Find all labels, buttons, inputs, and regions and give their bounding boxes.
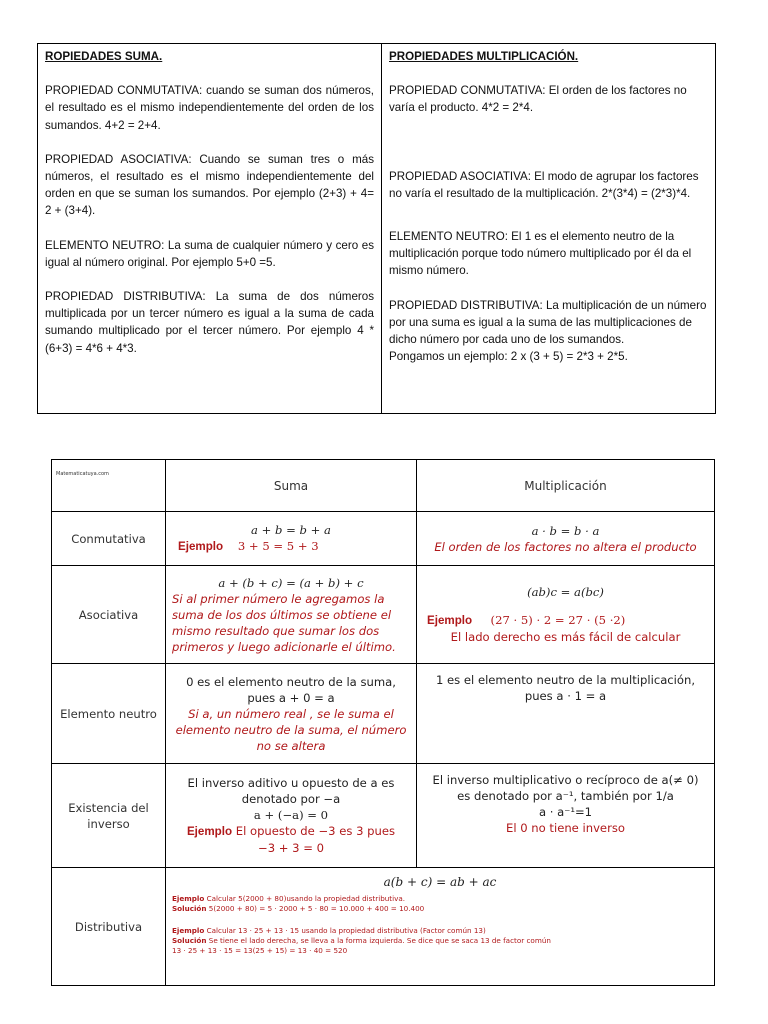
ejemplo-value: (27 · 5) · 2 = 27 · (5 ·2) [490, 613, 626, 627]
inverso-suma-text: El inverso aditivo u opuesto de a es denotado por −a [187, 776, 395, 806]
ejemplo-label: Ejemplo [178, 540, 224, 553]
distributiva-label: Distributiva [52, 868, 166, 986]
conmutativa-label: Conmutativa [52, 512, 166, 566]
distributiva-solution-2-result: 13 · 25 + 13 · 15 = 13(25 + 15) = 13 · 40 = 520 [172, 946, 348, 955]
inverso-label: Existencia del inverso [52, 764, 166, 868]
mult-neutro-paragraph: ELEMENTO NEUTRO: El 1 es el elemento neutro de la multiplicación porque todo número multiplicado por él da el mismo número. [389, 230, 692, 278]
ejemplo-value: 3 + 5 = 5 + 3 [237, 539, 319, 553]
conmutativa-mult-formula: a · b = b · a [531, 523, 600, 538]
neutro-mult-text: 1 es el elemento neutro de la multiplicación, [435, 673, 696, 687]
suma-column [38, 44, 382, 413]
conmutativa-row [52, 512, 715, 566]
distributiva-solution-1 [172, 904, 708, 914]
neutro-suma-text2: pues a + 0 = a [247, 690, 335, 705]
ejemplo-value: El opuesto de −3 es 3 pues [235, 824, 396, 838]
ejemplo-text: Calcular 5(2000 + 80)usando la propiedad distributiva. [206, 894, 406, 903]
properties-text-table [37, 43, 716, 414]
solucion-label: Solución [172, 904, 207, 913]
asociativa-suma-note: Si al primer número le agregamos la suma de los dos últimos se obtiene el mismo resultado que sumar los dos primeros y luego adicionarle el último. [172, 591, 396, 654]
inverso-mult-cell [417, 764, 715, 868]
asociativa-suma-cell [166, 566, 417, 664]
suma-neutro-paragraph: ELEMENTO NEUTRO: La suma de cualquier número y cero es igual al número original. Por ejemplo 5+0 =5. [45, 238, 374, 269]
distributiva-formula: a(b + c) = ab + ac [383, 875, 497, 889]
inverso-row [52, 764, 715, 868]
suma-heading: ROPIEDADES SUMA. [45, 50, 163, 63]
suma-column-header: Suma [166, 460, 417, 512]
neutro-mult-cell [417, 664, 715, 764]
solucion-text: Se tiene el lado derecha, se lleva a la forma izquierda. Se dice que se saca 13 de factor común [208, 936, 551, 945]
mult-distributiva-example: Pongamos un ejemplo: 2 x (3 + 5) = 2*3 + 2*5. [389, 350, 628, 364]
neutro-suma-cell [166, 664, 417, 764]
neutro-row [52, 664, 715, 764]
suma-conmutativa-paragraph: PROPIEDAD CONMUTATIVA: cuando se suman dos números, el resultado es el mismo independientemente del orden de los sumandos. 4+2 = 2+4. [45, 84, 374, 132]
distributiva-example-1 [172, 894, 708, 904]
inverso-suma-example2: −3 + 3 = 0 [257, 841, 324, 855]
table-header-row [52, 460, 715, 512]
asociativa-mult-note: El lado derecho es más fácil de calcular [450, 630, 681, 644]
suma-asociativa-paragraph: PROPIEDAD ASOCIATIVA: Cuando se suman tres o más números, el resultado es el mismo independientemente del orden en que se suman los sumandos. Por ejemplo (2+3) + 4= 2 + (3+4). [45, 152, 374, 218]
distributiva-example-2 [172, 926, 708, 936]
suma-distributiva-paragraph: PROPIEDAD DISTRIBUTIVA: La suma de dos números multiplicada por un tercer número es igual a la suma de cada sumando multiplicado por el tercer número. Por ejemplo 4 * (6+3) = 4*6 + 4*3. [45, 290, 374, 355]
mult-distributiva-paragraph: PROPIEDAD DISTRIBUTIVA: La multiplicación de un número por una suma es igual a la suma de las multiplicaciones de dicho número por cada uno de los sumandos. [389, 298, 707, 347]
neutro-label: Elemento neutro [52, 664, 166, 764]
asociativa-mult-cell [417, 566, 715, 664]
inverso-suma-formula: a + (−a) = 0 [253, 808, 329, 822]
asociativa-mult-formula: (ab)c = a(bc) [527, 585, 604, 599]
inverso-suma-example [172, 823, 410, 840]
inverso-mult-note: El 0 no tiene inverso [506, 821, 625, 835]
mult-conmutativa-paragraph: PROPIEDAD CONMUTATIVA: El orden de los factores no varía el producto. 4*2 = 2*4. [389, 84, 687, 115]
ejemplo-label: Ejemplo [172, 894, 205, 903]
multiplicacion-column-header: Multiplicación [417, 460, 715, 512]
brand-label: Matematicatuya.com [52, 460, 166, 512]
ejemplo-label: Ejemplo [427, 614, 473, 627]
multiplicacion-column [382, 44, 715, 413]
distributiva-cell [166, 868, 715, 986]
solucion-label: Solución [172, 936, 207, 945]
inverso-mult-text: El inverso multiplicativo o recíproco de a(≠ 0) [432, 773, 699, 787]
distributiva-solution-2 [172, 936, 708, 946]
inverso-mult-text2: es denotado por a⁻¹, también por 1/a [457, 789, 674, 803]
multiplicacion-heading: PROPIEDADES MULTIPLICACIÓN. [389, 50, 579, 63]
conmutativa-mult-cell [417, 512, 715, 566]
asociativa-suma-formula: a + (b + c) = (a + b) + c [218, 575, 364, 590]
mult-asociativa-paragraph: PROPIEDAD ASOCIATIVA: El modo de agrupar los factores no varía el resultado de la multiplicación. 2*(3*4) = (2*3)*4. [389, 169, 699, 200]
inverso-mult-formula: a · a⁻¹=1 [538, 805, 593, 819]
neutro-suma-text: 0 es el elemento neutro de la suma, [186, 674, 396, 689]
asociativa-row [52, 566, 715, 664]
ejemplo-label: Ejemplo [172, 926, 205, 935]
asociativa-mult-example [423, 612, 708, 629]
neutro-mult-text2: pues a · 1 = a [524, 689, 607, 703]
conmutativa-suma-formula: a + b = b + a [251, 523, 331, 537]
inverso-suma-cell [166, 764, 417, 868]
ejemplo-text: Calcular 13 · 25 + 13 · 15 usando la propiedad distributiva (Factor común 13) [206, 926, 486, 935]
distributiva-row [52, 868, 715, 986]
neutro-suma-note: Si a, un número real , se le suma el elemento neutro de la suma, el número no se altera [175, 706, 407, 753]
properties-summary-table [51, 459, 715, 986]
asociativa-label: Asociativa [52, 566, 166, 664]
conmutativa-suma-example [172, 538, 410, 555]
conmutativa-mult-note: El orden de los factores no altera el producto [434, 539, 697, 554]
conmutativa-suma-cell [166, 512, 417, 566]
solucion-text: 5(2000 + 80) = 5 · 2000 + 5 · 80 = 10.000 + 400 = 10.400 [208, 904, 425, 913]
ejemplo-label: Ejemplo [186, 825, 233, 838]
